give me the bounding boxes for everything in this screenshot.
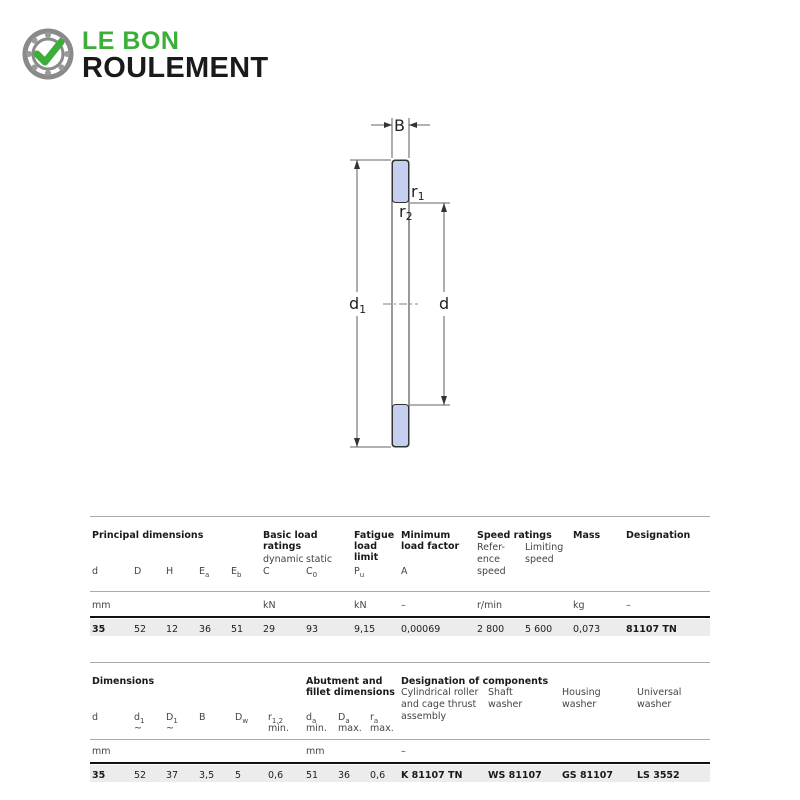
row-C0: 93 (306, 624, 319, 635)
row2-r12: 0,6 (268, 770, 284, 781)
sym2-d1-approx: ~ (134, 723, 142, 734)
row2-cylindrical-assembly: K 81107 TN (401, 770, 463, 781)
sym2-d1: $d_1$ (134, 712, 145, 725)
header-designation-components: Designation of components (401, 676, 549, 687)
logo-line-2: ROULEMENT (82, 52, 269, 84)
row-Ea: 36 (199, 624, 212, 635)
label-d: d (439, 294, 450, 313)
header-ref-3: speed (477, 566, 506, 577)
unit-dash-2: – (626, 600, 631, 611)
row2-d: 35 (92, 770, 106, 781)
sym2-Da: $D_a$ (338, 712, 350, 725)
header-dimensions: Dimensions (92, 676, 155, 687)
row-mass: 0,073 (573, 624, 601, 635)
label-r2: r (399, 202, 406, 221)
header-cyl-1: Cylindrical roller (401, 687, 479, 698)
row2-universal-washer: LS 3552 (637, 770, 680, 781)
principal-dimensions-table (90, 516, 710, 636)
row2-ra: 0,6 (370, 770, 386, 781)
row-designation: 81107 TN (626, 624, 677, 635)
unit-rmin: r/min (477, 600, 503, 611)
sym-Ea: $E_a$ (199, 566, 210, 579)
label-d1: d (349, 294, 360, 313)
header-ref-2: ence (477, 554, 500, 565)
row2-D1: 37 (166, 770, 179, 781)
row-A: 0,00069 (401, 624, 441, 635)
sym-d: d (92, 566, 99, 577)
sym2-da-min: min. (306, 723, 327, 734)
sym2-Dw: $D_w$ (235, 712, 249, 725)
header-housing-2: washer (562, 699, 597, 710)
svg-text:r2: r2 (399, 202, 413, 223)
row-C: 29 (263, 624, 276, 635)
components-table (90, 662, 710, 782)
header-minimum-1: Minimum (401, 530, 451, 541)
row2-shaft-washer: WS 81107 (488, 770, 542, 781)
header-designation: Designation (626, 530, 691, 541)
header-universal-2: washer (637, 699, 672, 710)
sym-H: H (166, 566, 174, 577)
row2-d1: 52 (134, 770, 147, 781)
header-shaft-2: washer (488, 699, 523, 710)
unit-dash-1: – (401, 600, 406, 611)
sym2-D1: $D_1$ (166, 712, 178, 725)
sym-C: C (263, 566, 270, 577)
header-cyl-2: and cage thrust (401, 699, 477, 710)
sym-D: D (134, 566, 142, 577)
row-ref-speed: 2 800 (477, 624, 505, 635)
sym2-Da-max: max. (338, 723, 362, 734)
bearing-check-icon (22, 28, 74, 80)
header-fatigue-3: limit (354, 552, 379, 563)
header-dynamic: dynamic (263, 554, 304, 565)
row-Pu: 9,15 (354, 624, 376, 635)
header-ref-1: Refer- (477, 542, 505, 553)
sym2-ra: $r_a$ (370, 712, 379, 725)
row2-da: 51 (306, 770, 319, 781)
sym2-r12-min: min. (268, 723, 289, 734)
row2-housing-washer: GS 81107 (562, 770, 613, 781)
logo-line-1: LE BON (82, 27, 180, 55)
header-universal-1: Universal (637, 687, 682, 698)
svg-text:r1: r1 (411, 182, 425, 203)
unit2-mm-1: mm (92, 746, 111, 757)
header-static: static (306, 554, 333, 565)
unit2-mm-2: mm (306, 746, 325, 757)
header-principal-dimensions: Principal dimensions (92, 530, 204, 541)
header-speed-ratings: Speed ratings (477, 530, 552, 541)
row-D: 52 (134, 624, 147, 635)
header-cyl-3: assembly (401, 711, 447, 722)
row2-Dw: 5 (235, 770, 242, 781)
unit-mm: mm (92, 600, 111, 611)
header-lim-2: speed (525, 554, 554, 565)
header-basic-load-2: ratings (263, 541, 302, 552)
header-mass: Mass (573, 530, 601, 541)
sym-C0: $C_0$ (306, 566, 318, 579)
row-lim-speed: 5 600 (525, 624, 553, 635)
header-fatigue-1: Fatigue (354, 530, 395, 541)
header-fatigue-2: load (354, 541, 377, 552)
unit-kg: kg (573, 600, 585, 611)
unit-kn-2: kN (354, 600, 367, 611)
header-abutment-2: fillet dimensions (306, 687, 395, 698)
label-B: B (394, 116, 405, 135)
sym-Eb: $E_b$ (231, 566, 242, 579)
sym2-D1-approx: ~ (166, 723, 174, 734)
header-lim-1: Limiting (525, 542, 564, 553)
row-d: 35 (92, 624, 106, 635)
row2-Da: 36 (338, 770, 351, 781)
label-r1: r (411, 182, 418, 201)
row2-B: 3,5 (199, 770, 215, 781)
unit2-dash: – (401, 746, 406, 757)
sym-Pu: $P_u$ (354, 566, 365, 579)
brand-logo[interactable] (22, 26, 322, 86)
sym2-ra-max: max. (370, 723, 394, 734)
sym2-d: d (92, 712, 99, 723)
svg-text:d1: $d_1$ (349, 294, 367, 316)
header-shaft-1: Shaft (488, 687, 513, 698)
header-basic-load-1: Basic load (263, 530, 318, 541)
header-housing-1: Housing (562, 687, 601, 698)
sym-A: A (401, 566, 408, 577)
row-Eb: 51 (231, 624, 244, 635)
header-minimum-2: load factor (401, 541, 460, 552)
thrust-washer-drawing (330, 108, 490, 458)
sym2-r12: $r_{1,2}$ (268, 712, 284, 725)
unit-kn-1: kN (263, 600, 276, 611)
header-abutment-1: Abutment and (306, 676, 383, 687)
sym2-da: $d_a$ (306, 712, 317, 725)
row-H: 12 (166, 624, 179, 635)
sym2-B: B (199, 712, 206, 723)
